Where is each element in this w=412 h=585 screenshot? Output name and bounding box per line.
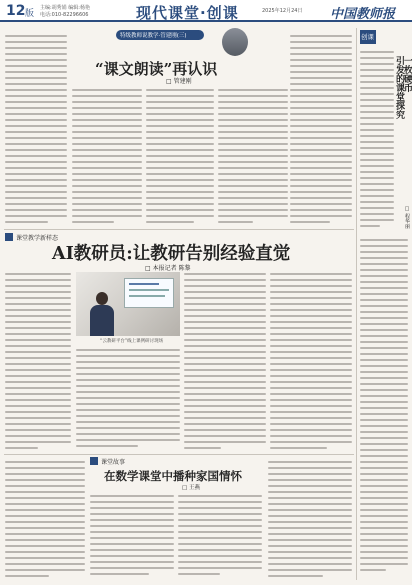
story-text-col-3: [184, 270, 266, 450]
sidebar-headline: 一枚硬币 引发的课堂探究: [394, 56, 412, 119]
section-title: 现代课堂·创课: [136, 4, 239, 22]
feature-tag: 特级教师说教学·管建刚(三): [116, 30, 204, 40]
feature-text-block: [72, 86, 288, 226]
bottom-text-col-1: [5, 458, 85, 580]
presenter-figure: [90, 292, 114, 336]
bottom-text-col-4: [268, 458, 352, 580]
bottom-title: 在数学课堂中播种家国情怀: [104, 469, 242, 483]
story-text-col-1: [5, 270, 71, 450]
presentation-screen: [124, 278, 174, 308]
sidebar-column-label: 创课: [360, 30, 376, 44]
masthead: [0, 0, 412, 22]
author-avatar: [222, 28, 248, 56]
story-title: AI教研员:让教研告别经验直觉: [52, 244, 291, 264]
sidebar-byline: □ 程华丽: [404, 206, 410, 229]
sidebar-text-col: [360, 48, 394, 230]
page-label: 版: [25, 9, 35, 19]
newspaper-logo: 中国教师报: [330, 7, 396, 22]
feature-byline: □ 管建刚: [166, 78, 192, 85]
photo-caption: “云教研平台”线上课例研讨现场: [100, 339, 164, 344]
story-byline: □ 本报记者 陈黎: [145, 265, 191, 272]
section-rule: [4, 454, 354, 455]
masthead-info: 电话:010-82296606: [40, 12, 89, 18]
bottom-text-col-2: [90, 492, 174, 580]
story-photo: [76, 272, 180, 336]
feature-title: “课文朗读”再认识: [95, 60, 218, 78]
feature-text-col-1: [5, 32, 67, 224]
masthead-info: 主编:胡秀娟 编辑:杨艳: [40, 5, 90, 11]
sidebar-text-col-2: [360, 236, 408, 576]
section-rule: [4, 229, 354, 230]
story-text-col-4: [270, 270, 352, 450]
column-rule: [356, 28, 357, 580]
issue-date: 2025年12月24日: [262, 8, 303, 14]
bottom-text-col-3: [178, 492, 262, 580]
page-number: 12: [6, 3, 26, 19]
story-text-under-photo: [76, 346, 180, 450]
bottom-byline: □ 王燕: [182, 485, 200, 491]
feature-text-col-right: [290, 32, 352, 224]
